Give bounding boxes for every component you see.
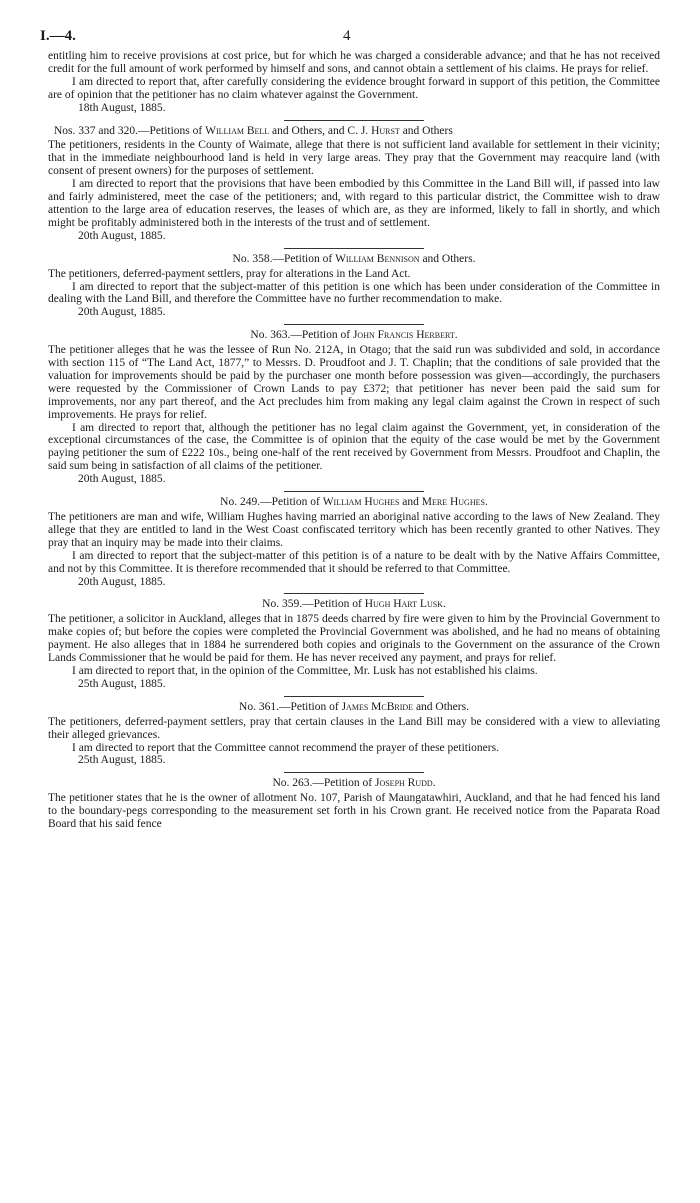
- report-paragraph: I am directed to report that, although the petitioner has no legal claim against the Government, yet, in consideration of the exceptional circumstances of the case, the Committee is of opinion that the equity of the case would be met by the Government paying petitioner the sum of £222 10s., being one-half of the rent received by Government from Messrs. Proudfoot and Chaplin, the said sum being in satisfaction of all claims of the petitioner.: [48, 421, 660, 473]
- report-date: 20th August, 1885.: [78, 306, 166, 319]
- petition-paragraph: The petitioners, deferred-payment settlers, pray for alterations in the Land Act.: [48, 267, 411, 280]
- document-page: [40, 28, 660, 831]
- petition-paragraph: The petitioners, residents in the County of Waimate, allege that there is not sufficient land available for settlement in their vicinity; that in the immediate neighbourhood land is held in very large areas. They pray that the Government may reacquire land (with consent of present owners) for the purposes of settlement.: [48, 139, 660, 178]
- petitioner-name: Joseph Rudd: [374, 777, 433, 790]
- petition-section: [48, 701, 660, 768]
- report-paragraph: I am directed to report that the subject-matter of this petition is one which has been under consideration of the Committee in dealing with the Land Bill, and therefore the Committee have no further recommendation to make.: [48, 280, 660, 306]
- report-date: 20th August, 1885.: [78, 473, 166, 486]
- section-divider: [284, 120, 424, 121]
- report-date: 20th August, 1885.: [78, 575, 166, 588]
- petition-title: No. 359.—Petition of Hugh Hart Lusk.: [262, 598, 446, 611]
- paragraph: entitling him to receive provisions at cost price, but for which he was charged a considerable advance; and that he has not received credit for the full amount of work performed by himself and sons, and cannot obtain a settlement of his claims. He prays for relief.: [48, 50, 660, 75]
- petition-paragraph: The petitioners, deferred-payment settlers, pray that certain clauses in the Land Bill may be considered with a view to alleviating their alleged grievances.: [48, 715, 660, 741]
- petitioner-name: Hugh Hart Lusk: [364, 598, 443, 611]
- report-paragraph: I am directed to report that, after carefully considering the evidence brought forward in support of this petition, the Committee are of opinion that the petitioner has no claim whatever against the Government.: [48, 75, 660, 101]
- petition-section: [48, 253, 660, 320]
- petition-section: [48, 125, 660, 243]
- page-number: 4: [343, 28, 351, 44]
- petitioner-name: John Francis Herbert: [352, 329, 455, 342]
- section-divider: [284, 772, 424, 773]
- report-date: 20th August, 1885.: [78, 229, 166, 242]
- section-divider: [284, 491, 424, 492]
- report-paragraph: I am directed to report that the Committee cannot recommend the prayer of these petitioners.: [72, 741, 499, 754]
- petition-title: No. 249.—Petition of William Hughes and Mere Hughes.: [220, 496, 488, 509]
- petition-section: [48, 329, 660, 486]
- petitioner-name: William Bennison: [335, 252, 420, 265]
- petition-section: [48, 777, 660, 831]
- petition-section: [48, 598, 660, 690]
- petitioner-name: Hurst: [371, 124, 400, 137]
- petition-paragraph: The petitioners are man and wife, William Hughes having married an aboriginal native according to the laws of New Zealand. They allege that they are entitled to land in the West Coast confiscated territory which has been recently granted to other Natives. They pray that an inquiry may be made into their claims.: [48, 511, 660, 549]
- paper-reference: I.—4.: [40, 28, 76, 44]
- petition-title: No. 263.—Petition of Joseph Rudd.: [272, 777, 436, 790]
- petitioner-name: Mere Hughes: [421, 496, 485, 509]
- section-divider: [284, 324, 424, 325]
- report-date: 25th August, 1885.: [78, 754, 166, 767]
- petitioner-name: William Hughes: [322, 496, 400, 509]
- petitioner-name: William Bell: [205, 124, 270, 137]
- report-paragraph: I am directed to report that the provisions that have been embodied by this Committee in the Land Bill will, if passed into law and fairly administered, meet the case of the petitioners; and, with regard to this particular district, the Committee wish to draw attention to the large area of education reserves, the leases of which are, as they are informed, likely to fall in shortly, and which might be profitably administered both in the interests of the trust and of settlement.: [48, 178, 660, 229]
- petition-title: No. 363.—Petition of John Francis Herbert.: [250, 329, 458, 342]
- page-header: [40, 28, 660, 50]
- section-divider: [284, 593, 424, 594]
- petition-paragraph: The petitioner states that he is the owner of allotment No. 107, Parish of Maungatawhiri, Auckland, and that he had fenced his land to the boundary-pegs corresponding to the measurement set forth in his Crown grant. He received notice from the Paparata Road Board that his said fence: [48, 792, 660, 831]
- report-paragraph: I am directed to report that the subject-matter of this petition is of a nature to be dealt with by the Native Affairs Committee, and not by this Committee. It is therefore recommended that it should be referred to that Committee.: [48, 549, 660, 575]
- report-paragraph: I am directed to report that, in the opinion of the Committee, Mr. Lusk has not established his claims.: [72, 664, 538, 677]
- petitioner-name: James McBride: [341, 700, 414, 713]
- petition-title: Nos. 337 and 320.—Petitions of William Bell and Others, and C. J. Hurst and Others: [54, 124, 453, 137]
- petition-title: No. 361.—Petition of James McBride and Others.: [239, 700, 469, 713]
- petition-paragraph: The petitioner alleges that he was the lessee of Run No. 212A, in Otago; that the said run was subdivided and sold, in accordance with section 115 of “The Land Act, 1877,” to Messrs. D. Proudfoot and J. T. Chaplin; that the conditions of sale provided that the valuation for improvements should be paid by the purchaser one month before possession was given—accordingly, the purchasers were requested by the Commissioner of Crown Lands to pay £372; that petitioner has never been paid the said sum for improvements, nor any part thereof, and the Act precludes him from making any legal claim against the Crown in respect of such improvements. He prays for relief.: [48, 344, 660, 421]
- petition-section: [48, 496, 660, 588]
- section-divider: [284, 248, 424, 249]
- petition-title: No. 358.—Petition of William Bennison and Others.: [232, 252, 476, 265]
- section-divider: [284, 696, 424, 697]
- petition-section: [48, 50, 660, 115]
- report-date: 18th August, 1885.: [78, 101, 166, 114]
- petition-paragraph: The petitioner, a solicitor in Auckland, alleges that in 1875 deeds charred by fire were given to him by the Provincial Government to make copies of; but before the copies were completed the Provincial Government was abolished, and he had no means of obtaining payment. He also alleges that in 1884 he surrendered both copies and originals to the Government on the assurance of the Crown Lands Commissioner that he would be paid for them. He has never received any payment, and prays for relief.: [48, 613, 660, 665]
- report-date: 25th August, 1885.: [78, 677, 166, 690]
